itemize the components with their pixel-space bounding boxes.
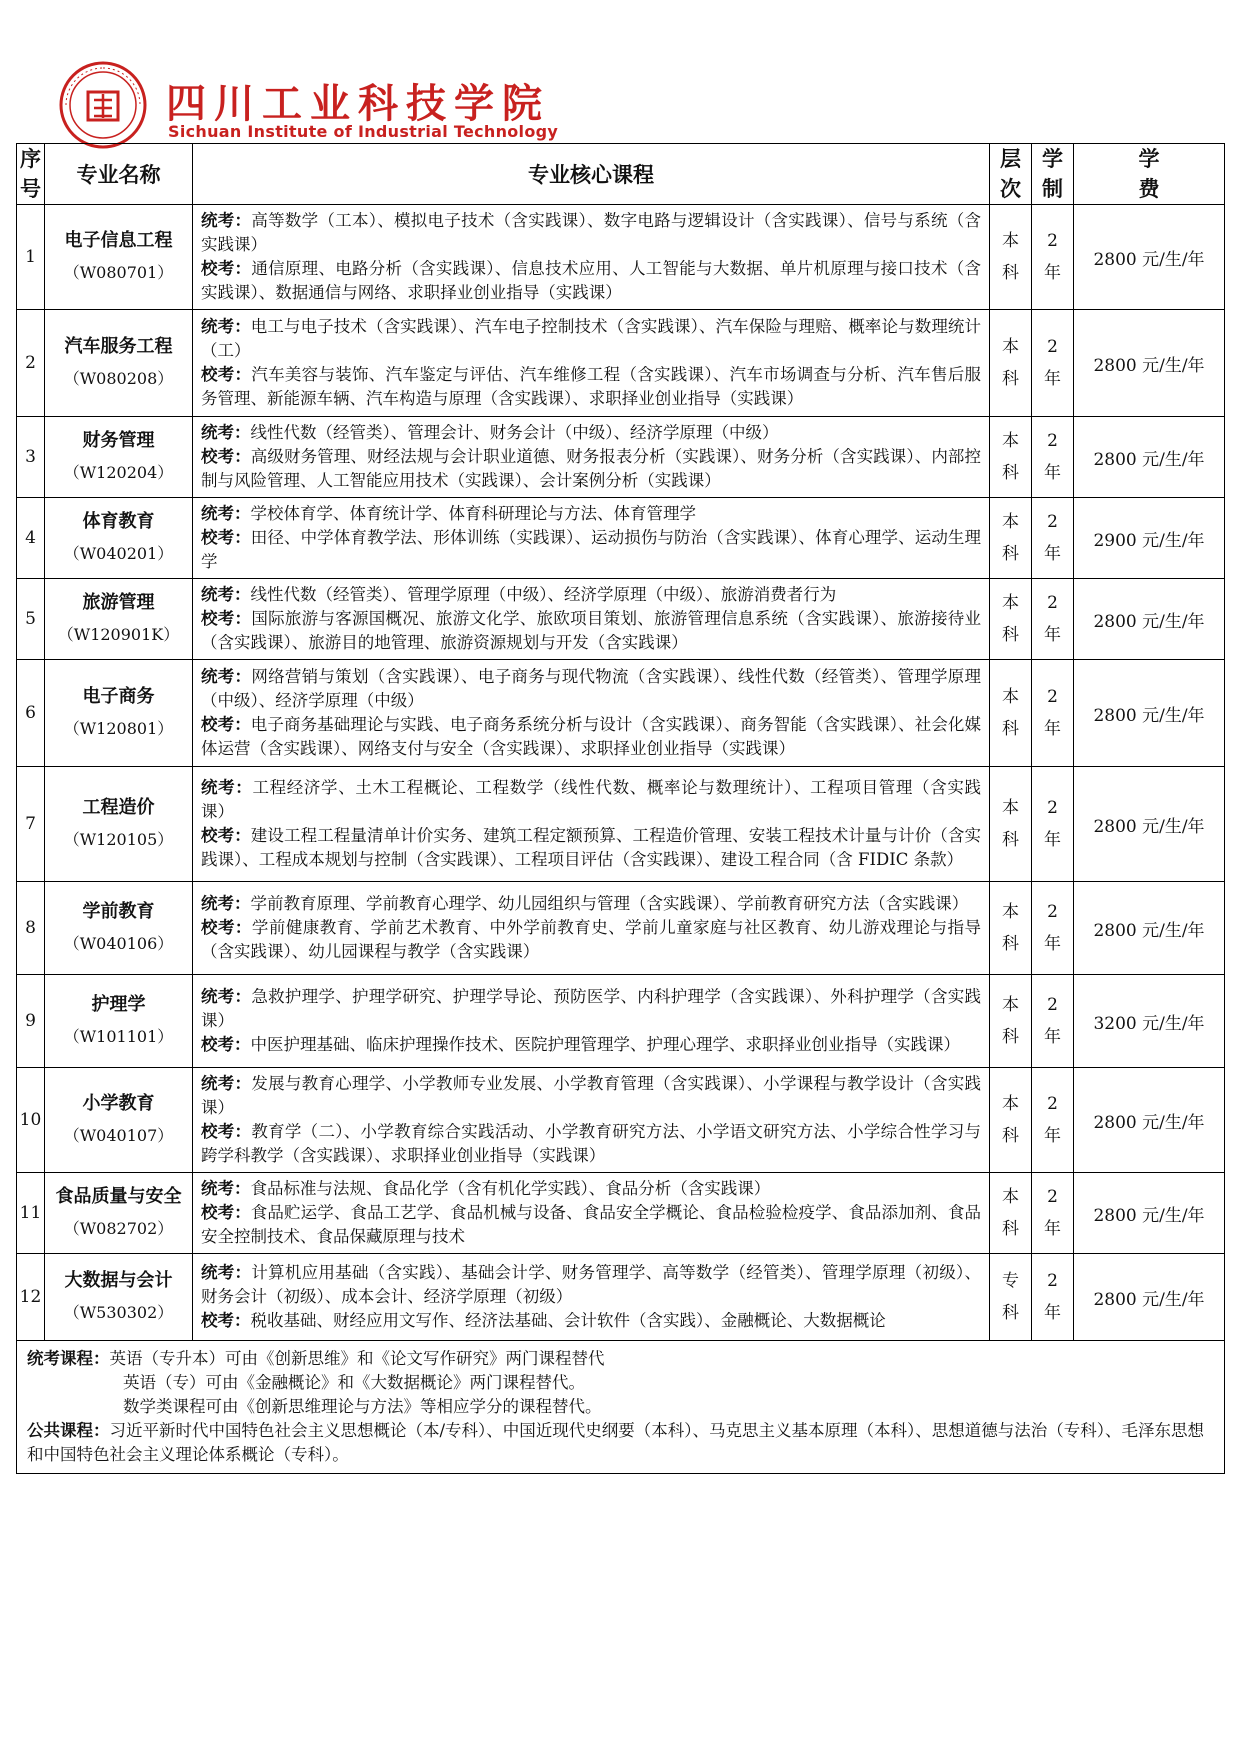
fee-cell: 2800 元/生/年 xyxy=(1074,205,1225,310)
major-name: 工程造价 xyxy=(82,797,155,818)
years-value: 2 xyxy=(1047,687,1058,707)
exam-courses: 线性代数（经管类）、管理会计、财务会计（中级）、经济学原理（中级） xyxy=(250,423,779,442)
core-courses xyxy=(193,417,990,498)
fee-cell: 2900 元/生/年 xyxy=(1074,498,1225,579)
major-cell xyxy=(45,310,193,417)
table-row xyxy=(17,975,1225,1068)
years-cell xyxy=(1032,975,1074,1068)
major-cell xyxy=(45,660,193,767)
years-unit: 年 xyxy=(1044,369,1061,389)
row-number: 11 xyxy=(17,1173,45,1254)
level-char: 本 xyxy=(1002,1094,1019,1114)
level-cell xyxy=(990,579,1032,660)
exam-courses: 电工与电子技术（含实践课）、汽车电子控制技术（含实践课）、汽车保险与理赔、概率论与数理统计（工） xyxy=(201,317,982,360)
years-unit: 年 xyxy=(1044,625,1061,645)
fee-cell: 2800 元/生/年 xyxy=(1074,882,1225,975)
row-number: 3 xyxy=(17,417,45,498)
level-char: 科 xyxy=(1002,934,1019,954)
level-cell xyxy=(990,498,1032,579)
table-row xyxy=(17,498,1225,579)
level-char: 科 xyxy=(1002,830,1019,850)
years-value: 2 xyxy=(1047,798,1058,818)
school-courses: 田径、中学体育教学法、形体训练（实践课）、运动损伤与防治（含实践课）、体育心理学、运动生理学 xyxy=(201,528,982,571)
school-courses: 食品贮运学、食品工艺学、食品机械与设备、食品安全学概论、食品检验检疫学、食品添加剂、食品安全控制技术、食品保藏原理与技术 xyxy=(201,1203,982,1246)
years-value: 2 xyxy=(1047,593,1058,613)
years-cell xyxy=(1032,205,1074,310)
table-row xyxy=(17,1254,1225,1341)
exam-note-line: 英语（专）可由《金融概论》和《大数据概论》两门课程替代。 xyxy=(123,1373,585,1392)
fee-cell: 2800 元/生/年 xyxy=(1074,767,1225,882)
level-char: 本 xyxy=(1002,995,1019,1015)
row-number: 4 xyxy=(17,498,45,579)
years-cell xyxy=(1032,767,1074,882)
years-value: 2 xyxy=(1047,995,1058,1015)
core-courses xyxy=(193,975,990,1068)
level-char: 科 xyxy=(1002,1219,1019,1239)
exam-label: 统考： xyxy=(201,987,252,1006)
level-cell xyxy=(990,205,1032,310)
years-value: 2 xyxy=(1047,1094,1058,1114)
major-cell xyxy=(45,498,193,579)
school-courses: 教育学（二）、小学教育综合实践活动、小学教育研究方法、小学语文研究方法、小学综合性学习与跨学科教学（含实践课）、求职择业创业指导（实践课） xyxy=(201,1122,982,1165)
major-name: 汽车服务工程 xyxy=(64,336,173,357)
major-name: 小学教育 xyxy=(82,1093,155,1114)
exam-courses: 急救护理学、护理学研究、护理学导论、预防医学、内科护理学（含实践课）、外科护理学（含实践课） xyxy=(201,987,982,1030)
major-name: 食品质量与安全 xyxy=(55,1186,182,1207)
core-courses xyxy=(193,498,990,579)
major-name: 财务管理 xyxy=(82,430,155,451)
exam-label: 统考： xyxy=(201,1074,252,1093)
school-courses: 汽车美容与装饰、汽车鉴定与评估、汽车维修工程（含实践课）、汽车市场调查与分析、汽车售后服务管理、新能源车辆、汽车构造与原理（含实践课）、求职择业创业指导（实践课） xyxy=(201,365,982,408)
years-cell xyxy=(1032,310,1074,417)
exam-courses: 学前教育原理、学前教育心理学、幼儿园组织与管理（含实践课）、学前教育研究方法（含实践课） xyxy=(250,894,969,913)
table-row xyxy=(17,205,1225,310)
exam-courses: 线性代数（经管类）、管理学原理（中级）、经济学原理（中级）、旅游消费者行为 xyxy=(250,585,837,604)
row-number: 1 xyxy=(17,205,45,310)
major-cell xyxy=(45,1068,193,1173)
table-row xyxy=(17,1068,1225,1173)
level-cell xyxy=(990,1068,1032,1173)
exam-notes xyxy=(27,1347,1214,1419)
table-row xyxy=(17,1173,1225,1254)
major-code: （W530302） xyxy=(63,1303,174,1322)
level-char: 本 xyxy=(1002,512,1019,532)
exam-label: 统考： xyxy=(201,504,251,523)
level-char: 科 xyxy=(1002,544,1019,564)
school-courses: 税收基础、财经应用文写作、经济法基础、会计软件（含实践）、金融概论、大数据概论 xyxy=(250,1311,886,1330)
core-courses xyxy=(193,1254,990,1341)
years-unit: 年 xyxy=(1044,263,1061,283)
school-exam-label: 校考： xyxy=(201,365,252,384)
major-code: （W082702） xyxy=(63,1219,174,1238)
table-row xyxy=(17,882,1225,975)
major-code: （W120901K） xyxy=(57,625,180,644)
table-row xyxy=(17,660,1225,767)
exam-notes-label: 统考课程： xyxy=(27,1349,110,1368)
years-unit: 年 xyxy=(1044,1027,1061,1047)
header-years: 学 制 xyxy=(1032,144,1074,205)
major-name: 体育教育 xyxy=(82,511,155,532)
school-exam-label: 校考： xyxy=(201,1122,252,1141)
row-number: 12 xyxy=(17,1254,45,1341)
exam-label: 统考： xyxy=(201,317,251,336)
level-char: 本 xyxy=(1002,231,1019,251)
school-exam-label: 校考： xyxy=(201,447,251,466)
exam-note-line: 数学类课程可由《创新思维理论与方法》等相应学分的课程替代。 xyxy=(123,1397,602,1416)
header-no: 序 号 xyxy=(17,144,45,205)
fee-cell: 2800 元/生/年 xyxy=(1074,310,1225,417)
major-code: （W040201） xyxy=(63,544,174,563)
level-char: 本 xyxy=(1002,337,1019,357)
fee-cell: 2800 元/生/年 xyxy=(1074,1173,1225,1254)
row-number: 6 xyxy=(17,660,45,767)
major-name: 电子信息工程 xyxy=(64,230,173,251)
table-row xyxy=(17,310,1225,417)
years-value: 2 xyxy=(1047,1187,1058,1207)
years-unit: 年 xyxy=(1044,544,1061,564)
fee-cell: 2800 元/生/年 xyxy=(1074,1254,1225,1341)
core-courses xyxy=(193,1068,990,1173)
core-courses xyxy=(193,660,990,767)
public-notes-text: 习近平新时代中国特色社会主义思想概论（本/专科）、中国近现代史纲要（本科）、马克思主义基本原理（本科）、思想道德与法治（专科）、毛泽东思想和中国特色社会主义理论体系概论（专科）。 xyxy=(27,1421,1205,1464)
major-name: 旅游管理 xyxy=(82,592,155,613)
major-cell xyxy=(45,882,193,975)
level-cell xyxy=(990,660,1032,767)
school-exam-label: 校考： xyxy=(201,918,252,937)
years-cell xyxy=(1032,579,1074,660)
row-number: 5 xyxy=(17,579,45,660)
school-exam-label: 校考： xyxy=(201,609,252,628)
table-header-row xyxy=(17,144,1225,205)
school-exam-label: 校考： xyxy=(201,1035,251,1054)
exam-label: 统考： xyxy=(201,1179,251,1198)
level-char: 本 xyxy=(1002,902,1019,922)
exam-courses: 网络营销与策划（含实践课）、电子商务与现代物流（含实践课）、线性代数（经管类）、管理学原理（中级）、经济学原理（中级） xyxy=(201,667,982,710)
level-cell xyxy=(990,310,1032,417)
school-seal-logo xyxy=(58,60,148,150)
level-char: 本 xyxy=(1002,798,1019,818)
major-code: （W040107） xyxy=(63,1126,174,1145)
level-char: 科 xyxy=(1002,719,1019,739)
core-courses xyxy=(193,310,990,417)
level-char: 本 xyxy=(1002,593,1019,613)
school-exam-label: 校考： xyxy=(201,528,251,547)
major-name: 学前教育 xyxy=(82,901,155,922)
level-char: 本 xyxy=(1002,431,1019,451)
years-cell xyxy=(1032,1254,1074,1341)
school-courses: 建设工程工程量清单计价实务、建筑工程定额预算、工程造价管理、安装工程技术计量与计价（含实践课）、工程成本规划与控制（含实践课）、工程项目评估（含实践课）、建设工程合同（含 FIDIC 条款） xyxy=(201,826,982,869)
school-name-cn: 四川工业科技学院 xyxy=(166,80,550,127)
school-name-en: Sichuan Institute of Industrial Technology xyxy=(168,122,559,141)
years-unit: 年 xyxy=(1044,1219,1061,1239)
core-courses xyxy=(193,1173,990,1254)
years-cell xyxy=(1032,660,1074,767)
major-name: 护理学 xyxy=(91,994,146,1015)
exam-label: 统考： xyxy=(201,778,253,797)
level-cell xyxy=(990,1173,1032,1254)
major-cell xyxy=(45,975,193,1068)
exam-courses: 发展与教育心理学、小学教师专业发展、小学教育管理（含实践课）、小学课程与教学设计（含实践课） xyxy=(201,1074,982,1117)
header-level: 层 次 xyxy=(990,144,1032,205)
level-char: 科 xyxy=(1002,463,1019,483)
fee-cell: 2800 元/生/年 xyxy=(1074,417,1225,498)
years-unit: 年 xyxy=(1044,830,1061,850)
majors-table xyxy=(16,143,1225,1474)
table-row xyxy=(17,579,1225,660)
level-cell xyxy=(990,975,1032,1068)
exam-label: 统考： xyxy=(201,211,252,230)
level-cell xyxy=(990,1254,1032,1341)
major-code: （W080208） xyxy=(63,369,174,388)
years-unit: 年 xyxy=(1044,1303,1061,1323)
fee-cell: 3200 元/生/年 xyxy=(1074,975,1225,1068)
fee-cell: 2800 元/生/年 xyxy=(1074,1068,1225,1173)
core-courses xyxy=(193,882,990,975)
notes-row xyxy=(17,1341,1225,1474)
school-exam-label: 校考： xyxy=(201,1203,251,1222)
row-number: 8 xyxy=(17,882,45,975)
years-cell xyxy=(1032,498,1074,579)
level-char: 科 xyxy=(1002,1126,1019,1146)
exam-courses: 学校体育学、体育统计学、体育科研理论与方法、体育管理学 xyxy=(250,504,696,523)
years-cell xyxy=(1032,882,1074,975)
level-char: 科 xyxy=(1002,1303,1019,1323)
level-char: 科 xyxy=(1002,263,1019,283)
years-value: 2 xyxy=(1047,337,1058,357)
table-row xyxy=(17,417,1225,498)
major-name: 电子商务 xyxy=(82,686,155,707)
row-number: 2 xyxy=(17,310,45,417)
years-value: 2 xyxy=(1047,431,1058,451)
school-courses: 学前健康教育、学前艺术教育、中外学前教育史、学前儿童家庭与社区教育、幼儿游戏理论与指导（含实践课）、幼儿园课程与教学（含实践课） xyxy=(201,918,982,961)
header-courses: 专业核心课程 xyxy=(193,144,990,205)
school-courses: 国际旅游与客源国概况、旅游文化学、旅欧项目策划、旅游管理信息系统（含实践课）、旅游接待业（含实践课）、旅游目的地管理、旅游资源规划与开发（含实践课） xyxy=(201,609,982,652)
years-value: 2 xyxy=(1047,902,1058,922)
school-exam-label: 校考： xyxy=(201,826,251,845)
exam-note-line: 英语（专升本）可由《创新思维》和《论文写作研究》两门课程替代 xyxy=(109,1349,605,1368)
major-cell xyxy=(45,767,193,882)
major-code: （W120801） xyxy=(63,719,174,738)
core-courses xyxy=(193,205,990,310)
school-courses: 通信原理、电路分析（含实践课）、信息技术应用、人工智能与大数据、单片机原理与接口技术（含实践课）、数据通信与网络、求职择业创业指导（实践课） xyxy=(201,259,982,302)
years-unit: 年 xyxy=(1044,1126,1061,1146)
notes-cell xyxy=(17,1341,1225,1474)
years-cell xyxy=(1032,1173,1074,1254)
years-unit: 年 xyxy=(1044,719,1061,739)
school-exam-label: 校考： xyxy=(201,259,252,278)
major-cell xyxy=(45,205,193,310)
years-value: 2 xyxy=(1047,1271,1058,1291)
major-code: （W080701） xyxy=(63,263,174,282)
major-code: （W120204） xyxy=(63,463,174,482)
public-notes-label: 公共课程： xyxy=(27,1421,110,1440)
public-notes xyxy=(27,1419,1214,1467)
level-cell xyxy=(990,417,1032,498)
level-char: 科 xyxy=(1002,369,1019,389)
exam-label: 统考： xyxy=(201,1263,252,1282)
years-cell xyxy=(1032,417,1074,498)
school-exam-label: 校考： xyxy=(201,1311,251,1330)
school-courses: 电子商务基础理论与实践、电子商务系统分析与设计（含实践课）、商务智能（含实践课）、社会化媒体运营（含实践课）、网络支付与安全（含实践课）、求职择业创业指导（实践课） xyxy=(201,715,982,758)
table-row xyxy=(17,767,1225,882)
exam-courses: 高等数学（工本）、模拟电子技术（含实践课）、数字电路与逻辑设计（含实践课）、信号与系统（含实践课） xyxy=(201,211,982,254)
level-char: 专 xyxy=(1002,1271,1019,1291)
exam-label: 统考： xyxy=(201,585,251,604)
school-courses: 高级财务管理、财经法规与会计职业道德、财务报表分析（实践课）、财务分析（含实践课）、内部控制与风险管理、人工智能应用技术（实践课）、会计案例分析（实践课） xyxy=(201,447,982,490)
row-number: 7 xyxy=(17,767,45,882)
exam-label: 统考： xyxy=(201,423,251,442)
level-char: 本 xyxy=(1002,1187,1019,1207)
exam-courses: 食品标准与法规、食品化学（含有机化学实践）、食品分析（含实践课） xyxy=(250,1179,771,1198)
exam-label: 统考： xyxy=(201,894,251,913)
major-code: （W040106） xyxy=(63,934,174,953)
major-name: 大数据与会计 xyxy=(64,1270,173,1291)
fee-cell: 2800 元/生/年 xyxy=(1074,579,1225,660)
level-cell xyxy=(990,882,1032,975)
core-courses xyxy=(193,579,990,660)
exam-label: 统考： xyxy=(201,667,252,686)
major-code: （W120105） xyxy=(63,830,174,849)
years-unit: 年 xyxy=(1044,463,1061,483)
header-name: 专业名称 xyxy=(45,144,193,205)
major-code: （W101101） xyxy=(63,1027,174,1046)
fee-cell: 2800 元/生/年 xyxy=(1074,660,1225,767)
level-char: 本 xyxy=(1002,687,1019,707)
major-cell xyxy=(45,579,193,660)
exam-courses: 工程经济学、土木工程概论、工程数学（线性代数、概率论与数理统计）、工程项目管理（含实践课） xyxy=(201,778,982,821)
level-char: 科 xyxy=(1002,625,1019,645)
core-courses xyxy=(193,767,990,882)
level-cell xyxy=(990,767,1032,882)
years-cell xyxy=(1032,1068,1074,1173)
exam-courses: 计算机应用基础（含实践）、基础会计学、财务管理学、高等数学（经管类）、管理学原理（初级）、财务会计（初级）、成本会计、经济学原理（初级） xyxy=(201,1263,982,1306)
major-cell xyxy=(45,1173,193,1254)
years-value: 2 xyxy=(1047,512,1058,532)
years-unit: 年 xyxy=(1044,934,1061,954)
school-exam-label: 校考： xyxy=(201,715,251,734)
major-cell xyxy=(45,1254,193,1341)
major-cell xyxy=(45,417,193,498)
row-number: 9 xyxy=(17,975,45,1068)
school-courses: 中医护理基础、临床护理操作技术、医院护理管理学、护理心理学、求职择业创业指导（实践课） xyxy=(250,1035,960,1054)
level-char: 科 xyxy=(1002,1027,1019,1047)
years-value: 2 xyxy=(1047,231,1058,251)
row-number: 10 xyxy=(17,1068,45,1173)
header-fee: 学 费 xyxy=(1074,144,1225,205)
